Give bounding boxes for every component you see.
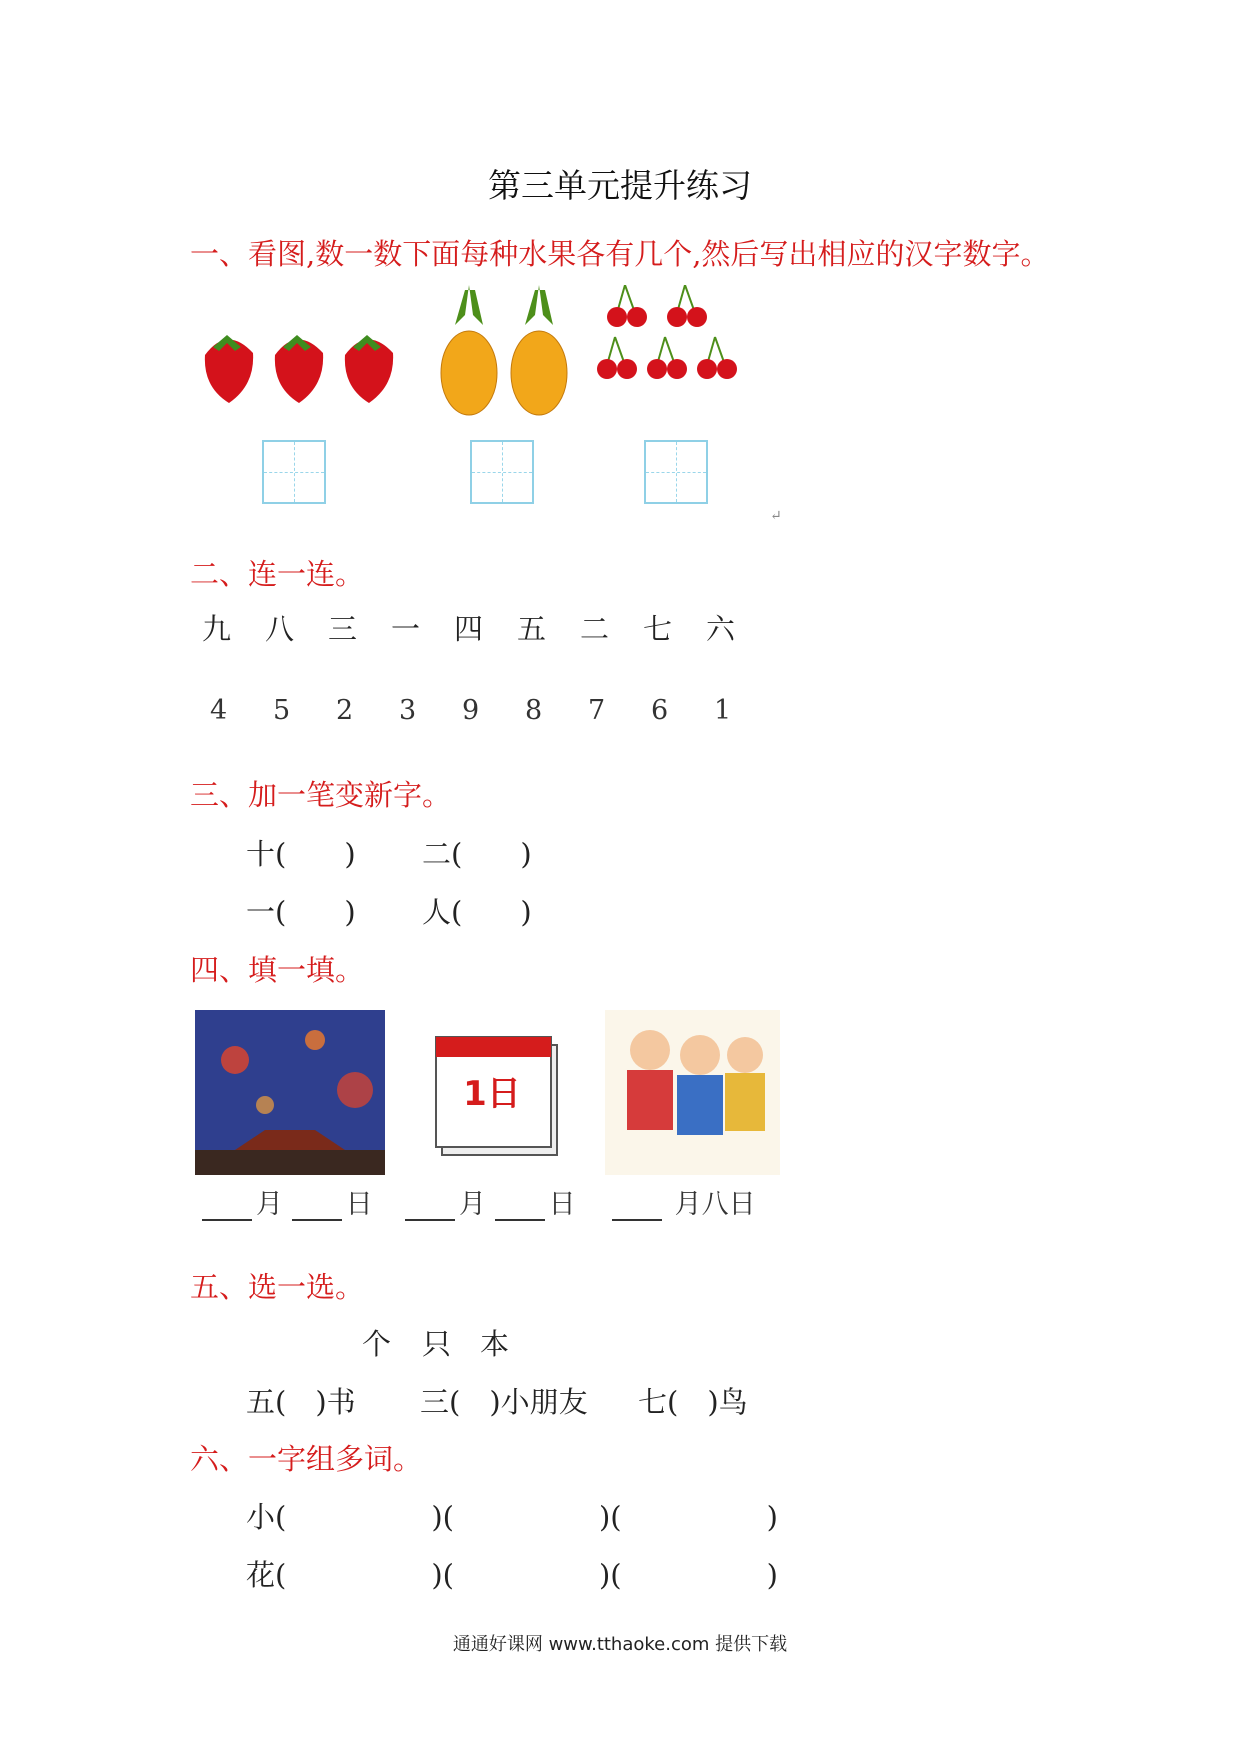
question-3-heading: 三、加一笔变新字。 [190,778,452,812]
cherry-icon [597,337,637,379]
digit-5[interactable]: 8 [525,695,543,726]
add-stroke-item[interactable]: 人( ) [422,895,532,929]
strawberry-icon [345,335,393,403]
cherry-icon [647,337,687,379]
add-stroke-item[interactable]: 一( ) [246,895,356,929]
digit-0[interactable]: 4 [210,695,228,726]
digit-8[interactable]: 1 [714,695,732,726]
date-caption-2: 月 日 [405,1182,576,1221]
digit-1[interactable]: 5 [273,695,291,726]
calendar-image [432,1025,567,1165]
footer-source: 通通好课网 www.tthaoke.com 提供下载 [452,1634,788,1655]
hanzi-8[interactable]: 六 [706,612,736,646]
measure-word-option: 个 [362,1327,392,1361]
hanzi-4[interactable]: 四 [454,612,484,646]
question-5-heading: 五、选一选。 [190,1270,365,1304]
answer-grid-pineapple[interactable] [470,440,534,504]
fireworks-tiananmen-image [195,1010,385,1175]
hanzi-0[interactable]: 九 [202,612,232,646]
hanzi-1[interactable]: 八 [265,612,295,646]
strawberry-icon [195,325,260,405]
digit-3[interactable]: 3 [399,695,417,726]
fruit-illustration [195,285,775,425]
digit-2[interactable]: 2 [336,695,354,726]
question-6-heading: 六、一字组多词。 [190,1442,423,1476]
answer-grid-strawberry[interactable] [262,440,326,504]
measure-word-option: 只 [422,1327,452,1361]
digit-7[interactable]: 6 [651,695,669,726]
measure-word-item[interactable]: 七( )鸟 [638,1385,748,1419]
cherry-icon [667,285,707,327]
add-stroke-item[interactable]: 十( ) [246,837,356,871]
hanzi-5[interactable]: 五 [517,612,547,646]
children-image [605,1010,780,1175]
return-mark-icon: ↵ [770,508,782,524]
pineapple-icon [441,285,497,415]
date-caption-1: 月 日 [202,1182,373,1221]
hanzi-2[interactable]: 三 [328,612,358,646]
add-stroke-item[interactable]: 二( ) [422,837,532,871]
question-1-heading: 一、看图,数一数下面每种水果各有几个,然后写出相应的汉字数字。 [190,237,1050,271]
digit-6[interactable]: 7 [588,695,606,726]
measure-word-item[interactable]: 五( )书 [246,1385,356,1419]
cherry-icon [607,285,647,327]
measure-word-option: 本 [480,1327,510,1361]
digit-4[interactable]: 9 [462,695,480,726]
hanzi-3[interactable]: 一 [391,612,421,646]
question-4-heading: 四、填一填。 [190,953,365,987]
page-title: 第三单元提升练习 [488,166,752,205]
calendar-date-text: 1日 [463,1074,521,1114]
strawberry-icon [275,335,323,403]
cherry-icon [697,337,737,379]
word-group-row[interactable]: 小( )( )( ) [246,1500,778,1534]
answer-grid-cherry[interactable] [644,440,708,504]
pineapple-icon [511,285,567,415]
measure-word-item[interactable]: 三( )小朋友 [420,1385,588,1419]
hanzi-7[interactable]: 七 [643,612,673,646]
question-2-heading: 二、连一连。 [190,557,365,591]
hanzi-6[interactable]: 二 [580,612,610,646]
date-caption-3: 月八日 [612,1182,756,1221]
word-group-row[interactable]: 花( )( )( ) [246,1558,778,1592]
